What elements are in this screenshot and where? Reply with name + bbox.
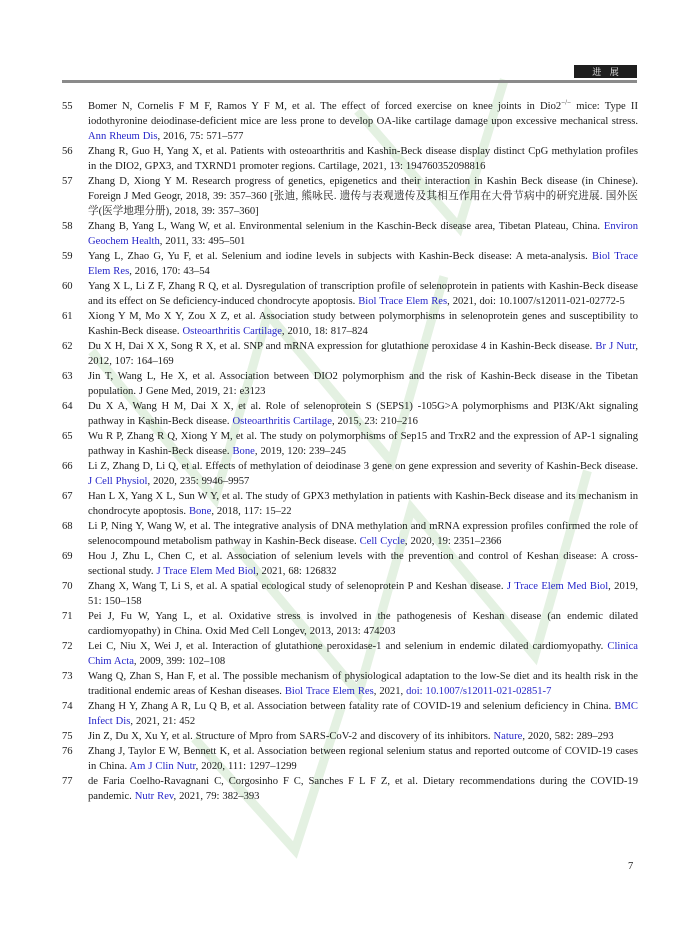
reference-number: 57 bbox=[62, 176, 73, 187]
reference-item bbox=[62, 489, 638, 519]
reference-number: 77 bbox=[62, 776, 73, 787]
reference-segment: , 2021, 68: 126832 bbox=[255, 566, 337, 577]
reference-number: 59 bbox=[62, 251, 73, 262]
reference-number: 55 bbox=[62, 101, 73, 112]
reference-segment: , 2019, 51: 150–158 bbox=[88, 581, 639, 607]
journal-link[interactable]: BMC Infect Dis bbox=[88, 701, 638, 727]
reference-segment: de Faria Coelho-Ravagnani C, Corgosinho F C, Sanches F L F Z, et al. Dietary recommendations during the COVID-19 pandemic. bbox=[88, 776, 638, 802]
reference-segment: , 2009, 399: 102–108 bbox=[133, 656, 226, 667]
reference-segment: Wu R P, Zhang R Q, Xiong Y M, et al. The study on polymorphisms of Sep15 and TrxR2 and the expression of AP-1 signaling pathway in Kashin-Beck disease. bbox=[88, 431, 638, 457]
reference-item bbox=[62, 369, 638, 399]
header-rule bbox=[62, 80, 637, 83]
reference-number: 62 bbox=[62, 341, 73, 352]
superscript-text: −/− bbox=[561, 98, 572, 107]
reference-segment: , 2015, 23: 210–216 bbox=[331, 416, 418, 427]
reference-item bbox=[62, 309, 638, 339]
reference-segment: Xiong Y M, Mo X Y, Zou X Z, et al. Association study between polymorphisms in selenoprotein genes and susceptibility to Kashin-Beck disease. bbox=[88, 311, 638, 337]
journal-link[interactable]: J Trace Elem Med Biol bbox=[506, 581, 609, 592]
reference-list bbox=[62, 99, 638, 804]
journal-link[interactable]: Biol Trace Elem Res bbox=[358, 296, 448, 307]
journal-link[interactable]: Nature bbox=[493, 731, 523, 742]
reference-number: 60 bbox=[62, 281, 73, 292]
reference-segment: Li Z, Zhang D, Li Q, et al. Effects of methylation of deiodinase 3 gene on gene expression and severity of Kashin-Beck disease. bbox=[88, 461, 638, 472]
reference-segment: , 2016, 75: 571–577 bbox=[157, 131, 244, 142]
reference-number: 71 bbox=[62, 611, 73, 622]
journal-link[interactable]: Osteoarthritis Cartilage bbox=[232, 416, 332, 427]
page-number: 7 bbox=[628, 861, 634, 872]
reference-segment: Zhang B, Yang L, Wang W, et al. Environmental selenium in the Kaschin-Beck disease area, Tibetan Plateau, China. bbox=[88, 221, 604, 232]
reference-number: 63 bbox=[62, 371, 73, 382]
reference-number: 73 bbox=[62, 671, 73, 682]
reference-segment: Pei J, Fu W, Yang L, et al. Oxidative stress is involved in the pathogenesis of Keshan disease (an endemic dilated cardiomyopathy) in China. Oxid Med Cell Longev, 2013, 2013: 474203 bbox=[88, 611, 638, 637]
reference-number: 76 bbox=[62, 746, 73, 757]
reference-number: 61 bbox=[62, 311, 73, 322]
journal-link[interactable]: Osteoarthritis Cartilage bbox=[182, 326, 282, 337]
reference-segment: , 2021, bbox=[373, 686, 407, 697]
journal-link[interactable]: J Cell Physiol bbox=[88, 476, 148, 487]
section-tab bbox=[574, 65, 637, 78]
reference-segment: Hou J, Zhu L, Chen C, et al. Association of selenium levels with the prevention and control of Keshan disease: A cross-sectional study. bbox=[88, 551, 638, 577]
journal-link[interactable]: Biol Trace Elem Res bbox=[284, 686, 374, 697]
reference-number: 64 bbox=[62, 401, 73, 412]
journal-link[interactable]: Bone bbox=[232, 446, 255, 457]
reference-number: 72 bbox=[62, 641, 73, 652]
reference-number: 67 bbox=[62, 491, 73, 502]
reference-number: 66 bbox=[62, 461, 73, 472]
journal-link[interactable]: Environ Geochem Health bbox=[88, 221, 638, 247]
reference-segment: Zhang J, Taylor E W, Bennett K, et al. Association between regional selenium status and reported outcome of COVID-19 cases in China. bbox=[88, 746, 638, 772]
reference-item bbox=[62, 669, 638, 699]
reference-item bbox=[62, 219, 638, 249]
reference-segment: Han L X, Yang X L, Sun W Y, et al. The study of GPX3 methylation in patients with Kashin-Beck disease and its mechanism in chondrocyte apoptosis. bbox=[88, 491, 638, 517]
reference-item bbox=[62, 174, 638, 219]
journal-link[interactable]: Nutr Rev bbox=[134, 791, 174, 802]
reference-item bbox=[62, 99, 638, 144]
journal-link[interactable]: Am J Clin Nutr bbox=[129, 761, 196, 772]
reference-number: 65 bbox=[62, 431, 73, 442]
reference-segment: Jin Z, Du X, Xu Y, et al. Structure of Mpro from SARS-CoV-2 and discovery of its inhibitors. bbox=[88, 731, 494, 742]
journal-link[interactable]: Bone bbox=[188, 506, 212, 517]
reference-segment: , 2012, 107: 164–169 bbox=[88, 341, 639, 367]
reference-item bbox=[62, 429, 638, 459]
reference-segment: Zhang R, Guo H, Yang X, et al. Patients with osteoarthritis and Kashin-Beck disease display distinct CpG methylation profiles in the DIO2, GPX3, and TXRND1 promoter regions. Cartilage, 2021, 13: 194760352098816 bbox=[88, 146, 638, 172]
section-tab-label: 进 展 bbox=[592, 67, 622, 77]
reference-segment: , 2021, doi: 10.1007/s12011-021-02772-5 bbox=[447, 296, 625, 307]
reference-segment: Zhang X, Wang T, Li S, et al. A spatial ecological study of selenoprotein P and Keshan disease. bbox=[88, 581, 507, 592]
reference-item bbox=[62, 699, 638, 729]
reference-segment: , 2010, 18: 817–824 bbox=[281, 326, 368, 337]
reference-segment: Lei C, Niu X, Wei J, et al. Interaction of glutathione peroxidase-1 and selenium in endemic dilated cardiomyopathy. bbox=[88, 641, 608, 652]
reference-segment: Wang Q, Zhan S, Han F, et al. The possible mechanism of physiological adaptation to the low-Se diet and its health risk in the traditional endemic areas of Keshan diseases. bbox=[88, 671, 638, 697]
reference-item bbox=[62, 459, 638, 489]
reference-item bbox=[62, 729, 638, 744]
reference-segment: , 2019, 120: 239–245 bbox=[254, 446, 347, 457]
journal-link[interactable]: doi: 10.1007/s12011-021-02851-7 bbox=[406, 686, 552, 697]
reference-segment: Du X H, Dai X X, Song R X, et al. SNP and mRNA expression for glutathione peroxidase 4 in Kashin-Beck disease. bbox=[88, 341, 596, 352]
reference-segment: mice: Type II iodothyronine deiodinase-deficient mice are less prone to develop OA-like cartilage damage upon excessive mechanical stress. bbox=[88, 101, 638, 127]
reference-item bbox=[62, 579, 638, 609]
reference-number: 68 bbox=[62, 521, 73, 532]
reference-segment: , 2020, 235: 9946–9957 bbox=[147, 476, 250, 487]
reference-segment: Du X A, Wang H M, Dai X X, et al. Role of selenoprotein S (SEPS1) -105G>A polymorphisms and PI3K/Akt signaling pathway in Kashin-Beck disease. bbox=[88, 401, 638, 427]
reference-segment: , 2016, 170: 43–54 bbox=[129, 266, 210, 277]
reference-item bbox=[62, 744, 638, 774]
journal-link[interactable]: Cell Cycle bbox=[359, 536, 405, 547]
journal-link[interactable]: Ann Rheum Dis bbox=[88, 131, 158, 142]
journal-link[interactable]: Br J Nutr bbox=[595, 341, 636, 352]
reference-segment: Yang X L, Li Z F, Zhang R Q, et al. Dysregulation of transcription profile of selenoprotein in patients with Kashin-Beck disease and its effect on Se deficiency-induced chondrocyte apoptosis. bbox=[88, 281, 638, 307]
reference-item bbox=[62, 774, 638, 804]
reference-number: 69 bbox=[62, 551, 73, 562]
reference-item bbox=[62, 279, 638, 309]
reference-item bbox=[62, 549, 638, 579]
reference-segment: Li P, Ning Y, Wang W, et al. The integrative analysis of DNA methylation and mRNA expression profiles confirmed the role of selenocompound metabolism pathway in Kashin-Beck disease. bbox=[88, 521, 638, 547]
reference-segment: , 2021, 21: 452 bbox=[130, 716, 196, 727]
reference-item bbox=[62, 609, 638, 639]
journal-link[interactable]: Biol Trace Elem Res bbox=[88, 251, 638, 277]
reference-segment: , 2020, 111: 1297–1299 bbox=[195, 761, 297, 772]
reference-item bbox=[62, 639, 638, 669]
reference-segment: Bomer N, Cornelis F M F, Ramos Y F M, et al. The effect of forced exercise on knee joints in Dio2 bbox=[88, 101, 562, 112]
reference-segment: Yang L, Zhao G, Yu F, et al. Selenium and iodine levels in subjects with Kashin-Beck disease: A meta-analysis. bbox=[88, 251, 592, 262]
reference-segment: Zhang H Y, Zhang A R, Lu Q B, et al. Association between fatality rate of COVID-19 and selenium deficiency in China. bbox=[88, 701, 615, 712]
journal-link[interactable]: J Trace Elem Med Biol bbox=[156, 566, 256, 577]
reference-number: 56 bbox=[62, 146, 73, 157]
reference-item bbox=[62, 519, 638, 549]
reference-item bbox=[62, 399, 638, 429]
reference-segment: Zhang D, Xiong Y M. Research progress of genetics, epigenetics and their interaction in Kashin Beck disease (in Chinese). Foreign J Med Geogr, 2018, 39: 357–360 [张迪, 熊咏民. 遗传与表观遗传及其相互作用在大骨节病中的研究进展. 国外医学(医学地理分册), 2018, 39: 357–360] bbox=[88, 176, 638, 217]
reference-item bbox=[62, 144, 638, 174]
reference-segment: , 2018, 117: 15–22 bbox=[211, 506, 292, 517]
reference-segment: , 2011, 33: 495–501 bbox=[159, 236, 246, 247]
reference-number: 58 bbox=[62, 221, 73, 232]
reference-item bbox=[62, 249, 638, 279]
journal-link[interactable]: Clinica Chim Acta bbox=[88, 641, 638, 667]
reference-segment: , 2020, 582: 289–293 bbox=[522, 731, 614, 742]
reference-segment: Jin T, Wang L, He X, et al. Association between DIO2 polymorphism and the risk of Kashin-Beck disease in the Tibetan population. J Gene Med, 2019, 21: e3123 bbox=[88, 371, 638, 397]
reference-number: 70 bbox=[62, 581, 73, 592]
reference-number: 75 bbox=[62, 731, 73, 742]
reference-segment: , 2021, 79: 382–393 bbox=[173, 791, 260, 802]
reference-number: 74 bbox=[62, 701, 73, 712]
reference-segment: , 2020, 19: 2351–2366 bbox=[404, 536, 502, 547]
reference-item bbox=[62, 339, 638, 369]
